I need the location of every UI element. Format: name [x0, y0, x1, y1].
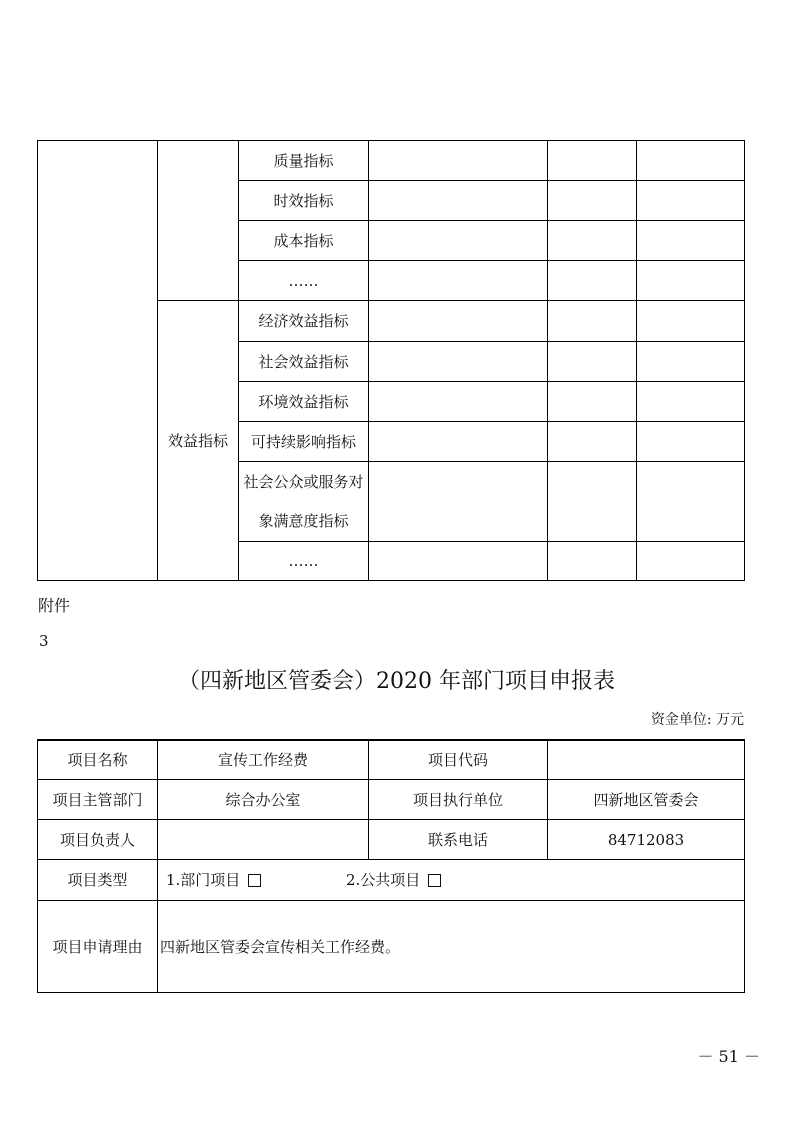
project-name-value: 宣传工作经费 — [217, 751, 308, 769]
table-cell: …… — [288, 552, 319, 570]
table-cell: 质量指标 — [273, 151, 334, 170]
table-cell: 成本指标 — [273, 231, 334, 250]
project-name-label: 项目名称 — [67, 751, 128, 769]
supervising-dept-label: 项目主管部门 — [52, 790, 143, 809]
table-border-right — [744, 140, 745, 581]
executing-unit-value: 四新地区管委会 — [593, 790, 699, 809]
executing-unit-label: 项目执行单位 — [412, 790, 503, 809]
table-cell: 可持续影响指标 — [250, 432, 356, 451]
project-owner-value — [158, 820, 368, 859]
project-type-label: 项目类型 — [67, 871, 128, 889]
table-cell: 时效指标 — [273, 191, 334, 210]
table-cell: 经济效益指标 — [258, 312, 349, 330]
table-cell: 社会效益指标 — [258, 352, 349, 371]
option-label: 2.公共项目 — [346, 871, 421, 889]
table-border-bottom — [37, 580, 745, 581]
project-code-label: 项目代码 — [427, 751, 488, 769]
application-reason-value: 四新地区管委会宣传相关工作经费。 — [160, 937, 401, 956]
contact-phone-label: 联系电话 — [427, 830, 488, 849]
form-title: （四新地区管委会）2020 年部门项目申报表 — [178, 669, 615, 694]
benefit-category-label: 效益指标 — [167, 431, 228, 450]
project-code-value — [548, 741, 744, 779]
supervising-dept-value: 综合办公室 — [225, 790, 301, 809]
project-type-option-dept — [166, 860, 316, 900]
attachment-label: 附件 — [38, 596, 71, 615]
table-cell: …… — [288, 271, 319, 290]
table-border-bottom — [37, 992, 745, 993]
column-divider — [636, 140, 637, 581]
table-border-top — [37, 140, 745, 141]
column-divider — [547, 140, 548, 581]
funding-unit-note: 资金单位: 万元 — [650, 712, 744, 728]
public-project-checkbox[interactable] — [428, 874, 441, 887]
table-cell: 环境效益指标 — [258, 392, 349, 411]
application-reason-label: 项目申请理由 — [52, 937, 143, 956]
attachment-number: 3 — [39, 632, 49, 650]
project-type-option-public — [346, 860, 496, 900]
table-border-left — [37, 140, 38, 581]
row-divider — [238, 461, 745, 462]
column-divider — [368, 140, 369, 581]
table-border-right — [744, 739, 745, 993]
page-number: － 51 － — [697, 1047, 760, 1066]
project-owner-label: 项目负责人 — [59, 830, 135, 849]
contact-phone-value: 84712083 — [607, 830, 685, 849]
table-cell: 社会公众或服务对 — [243, 473, 364, 491]
option-label: 1.部门项目 — [166, 871, 241, 889]
table-cell: 象满意度指标 — [258, 512, 349, 530]
dept-project-checkbox[interactable] — [248, 874, 261, 887]
